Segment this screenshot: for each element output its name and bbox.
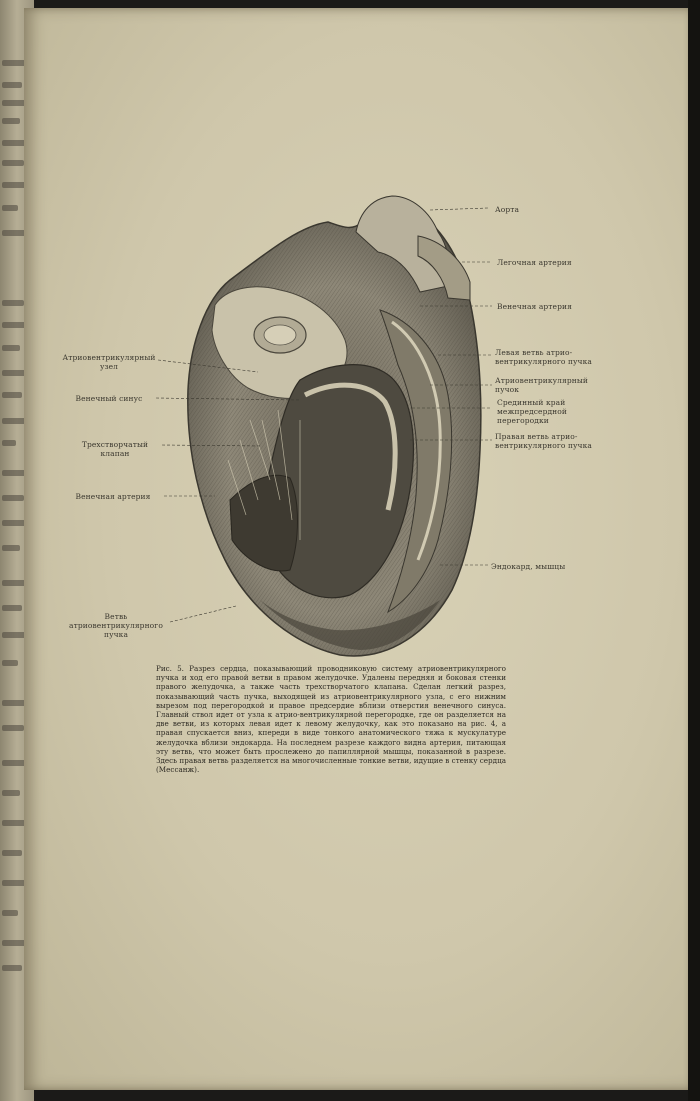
label-pulmonary-artery: Легочная артерия	[497, 258, 572, 267]
book-edge-right	[688, 0, 700, 1101]
label-median-edge: Срединный край межпредсердной перегородки	[497, 398, 567, 425]
label-coronary-sinus: Венечный синус	[75, 394, 143, 403]
label-tricuspid-valve: Трехстворчатый клапан	[81, 440, 149, 458]
label-left-branch: Левая ветвь атрио-вентрикулярного пучка	[495, 348, 592, 366]
label-av-node: Атриовентрикулярный узел	[62, 353, 156, 371]
label-coronary-artery-right: Венечная артерия	[497, 302, 572, 311]
label-right-branch: Правая ветвь атрио-вентрикулярного пучка	[495, 432, 592, 450]
figure-caption: Рис. 5. Разрез сердца, показывающий проводниковую систему атриовентрикулярного пучка и ход его правой ветви в правом желудочке. Удалены передняя и боковая стенки правого желудочка, а также часть трехстворчатого клапана. Сделан легкий разрез, показывающий часть пучка, выходящей из атриовентрикулярного узла, с его нижним вырезом под перегородкой и правое предсердие вблизи отверстия венечного синуса. Главный ствол идет от узла к атрио-вентрикулярной перегородке, где он разделяется на две ветви, из которых левая идет к левому желудочку, как это показано на рис. 4, а правая спускается вниз, кпереди в виде тонкого анатомического тяжа к мускулатуре желудочка вблизи эндокарда. На последнем разрезе каждого видна артерия, питающая эту ветвь, что может быть прослежено до папиллярной мышцы, показанной в разрезе. Здесь правая ветвь разделяется на многочисленные тонкие ветви, идущие в стенку сердца (Мессанж).	[156, 664, 506, 775]
label-endocardium: Эндокард, мышцы	[491, 562, 566, 571]
label-coronary-artery-left: Венечная артерия	[75, 492, 151, 501]
label-av-bundle: Атриовентрикулярный пучок	[495, 376, 589, 394]
label-bundle-branch: Ветвь атриовентрикулярного пучка	[69, 612, 163, 639]
label-aorta: Аорта	[495, 205, 520, 214]
